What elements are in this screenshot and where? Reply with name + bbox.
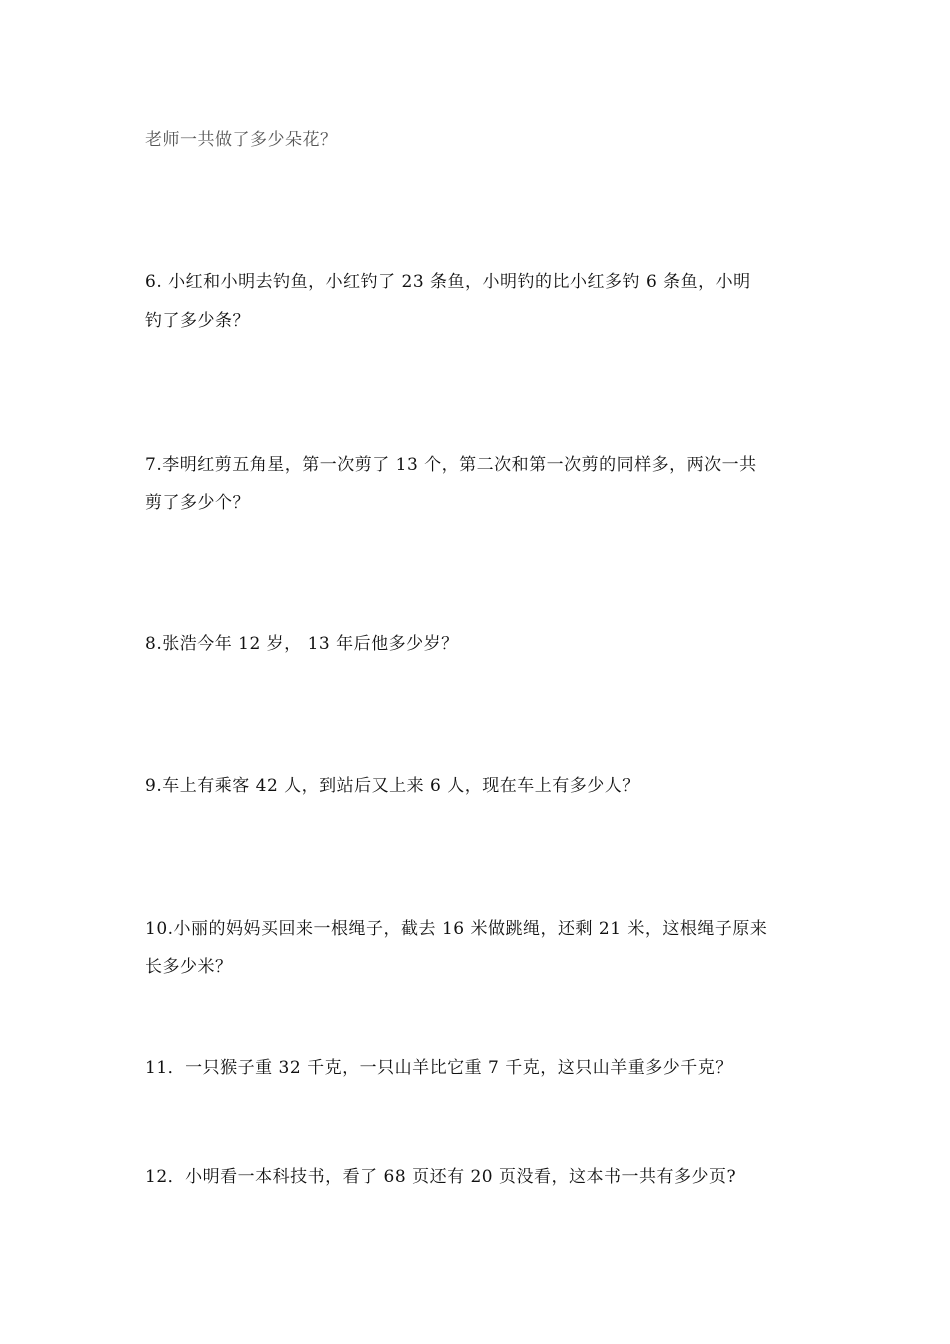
problem-9-line-1: 9.车上有乘客 42 人，到站后又上来 6 人，现在车上有多少人？ (145, 776, 640, 796)
continuation-text: 老师一共做了多少朵花？ (145, 130, 338, 150)
problem-7-line-2: 剪了多少个？ (145, 493, 250, 513)
problem-8-line-1: 8.张浩今年 12 岁， 13 年后他多少岁？ (145, 634, 459, 654)
problem-10-line-2: 长多少米？ (145, 957, 233, 977)
problem-6-line-1: 6. 小红和小明去钓鱼，小红钓了 23 条鱼，小明钓的比小红多钓 6 条鱼，小明 (145, 272, 751, 292)
problem-11-line-1: 11．一只猴子重 32 千克，一只山羊比它重 7 千克，这只山羊重多少千克？ (145, 1058, 733, 1078)
problem-10-line-1: 10.小丽的妈妈买回来一根绳子，截去 16 米做跳绳，还剩 21 米，这根绳子原来 (145, 919, 768, 939)
problem-6-line-2: 钓了多少条？ (145, 311, 250, 331)
problem-12-line-1: 12．小明看一本科技书，看了 68 页还有 20 页没看，这本书一共有多少页? (145, 1167, 737, 1187)
problem-7-line-1: 7.李明红剪五角星，第一次剪了 13 个，第二次和第一次剪的同样多，两次一共 (145, 455, 757, 475)
